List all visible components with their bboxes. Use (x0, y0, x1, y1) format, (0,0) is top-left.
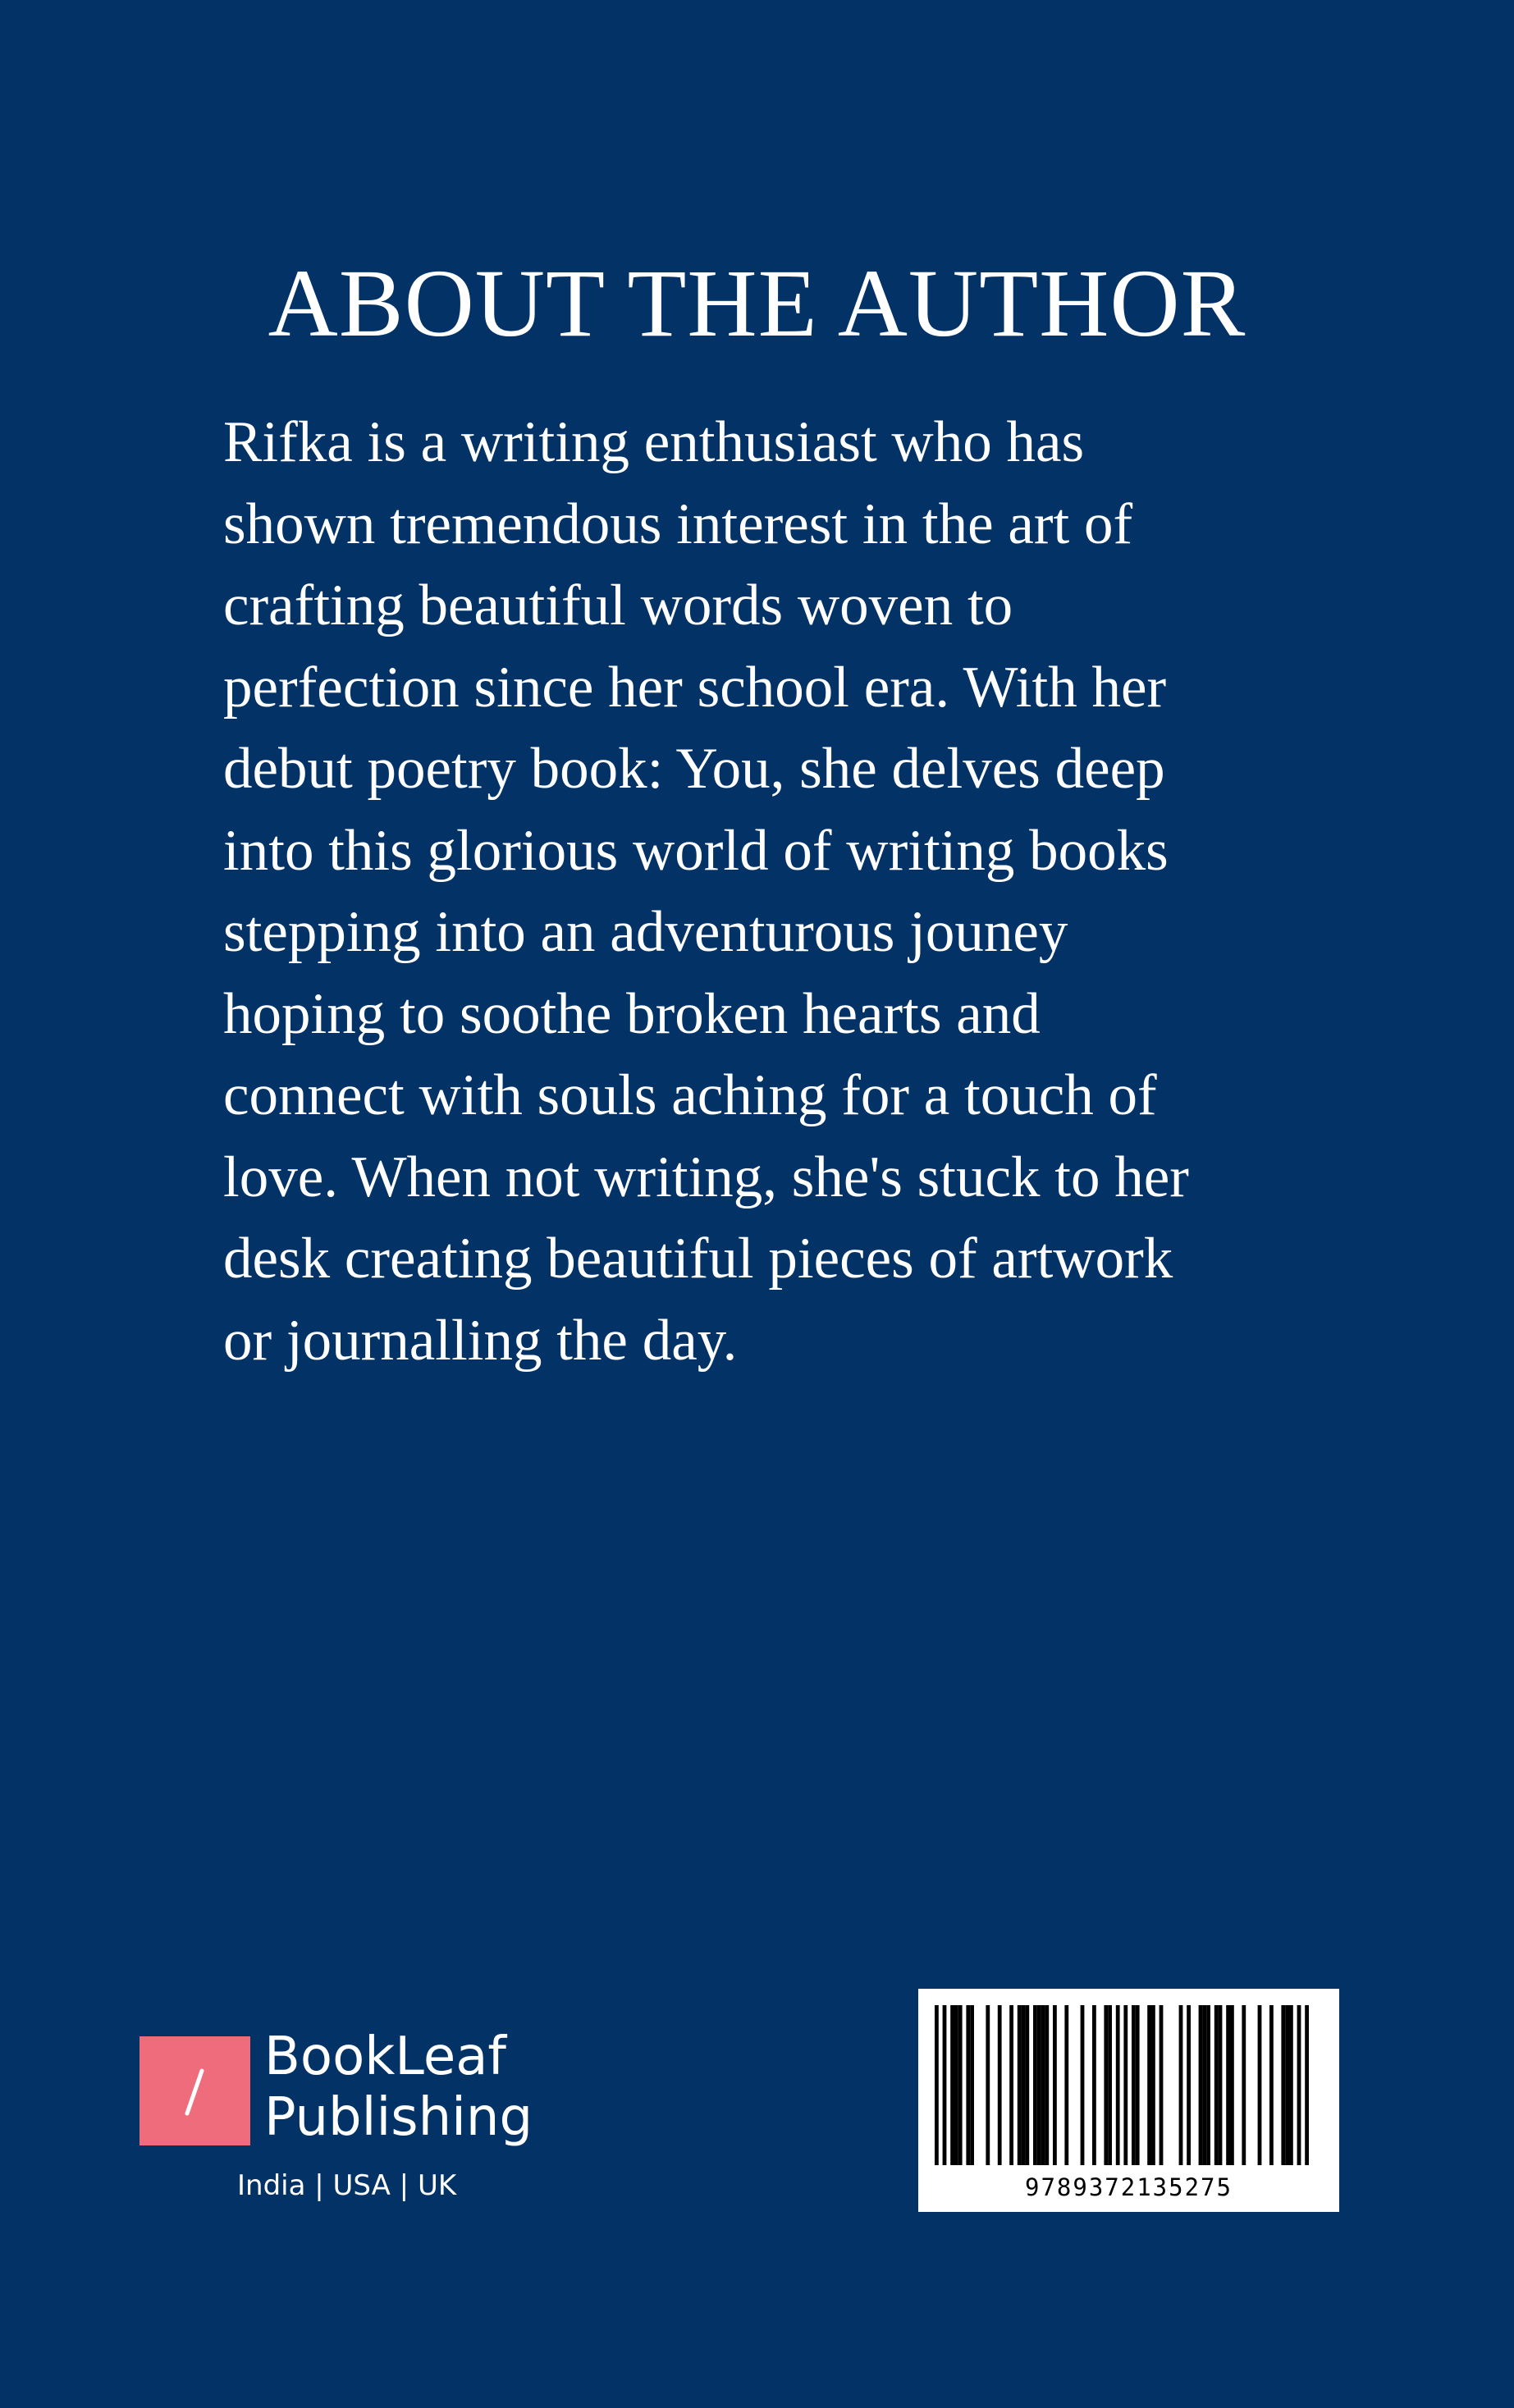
barcode-bar (1214, 2005, 1219, 2165)
barcode-bar (943, 2005, 947, 2165)
barcode-bar (1179, 2005, 1183, 2165)
barcode-bar (1187, 2005, 1191, 2165)
slash-icon (140, 2036, 250, 2145)
publisher-name-line1: BookLeaf (264, 2026, 506, 2087)
bio-line: desk creating beautiful pieces of artwork (223, 1227, 1173, 1291)
barcode-bar (1025, 2005, 1029, 2165)
barcode-bar (1081, 2005, 1085, 2165)
barcode-bar (1258, 2005, 1262, 2165)
bio-line: debut poetry book: You, she delves deep (223, 737, 1165, 801)
bio-line: stepping into an adventurous jouney (223, 900, 1068, 964)
barcode-bar (1285, 2005, 1289, 2165)
barcode-bar (1041, 2005, 1045, 2165)
barcode-bar (1136, 2005, 1140, 2165)
barcode-bar (966, 2005, 970, 2165)
barcode-bar (986, 2005, 990, 2165)
barcode-bar (1092, 2005, 1096, 2165)
barcode-bar (1018, 2005, 1022, 2165)
bio-line: perfection since her school era. With her (223, 655, 1167, 720)
barcode-bar (1053, 2005, 1057, 2165)
barcode-bar (1281, 2005, 1285, 2165)
barcode-bar (1022, 2005, 1026, 2165)
publisher-regions: India | USA | UK (237, 2169, 457, 2202)
about-author-heading: ABOUT THE AUTHOR (268, 249, 1246, 357)
barcode-bar (1202, 2005, 1206, 2165)
barcode-bar (1045, 2005, 1049, 2165)
bio-line: Rifka is a writing enthusiast who has (223, 410, 1085, 474)
barcode-bar (1219, 2005, 1223, 2165)
barcode-bar (1230, 2005, 1234, 2165)
bio-line: into this glorious world of writing books (223, 818, 1169, 883)
barcode-bar (1160, 2005, 1164, 2165)
bio-line: shown tremendous interest in the art of (223, 491, 1133, 556)
barcode-bar (998, 2005, 1002, 2165)
publisher-name (264, 2026, 533, 2148)
bio-line: hoping to soothe broken hearts and (223, 981, 1041, 1046)
barcode-bar (954, 2005, 958, 2165)
bio-line: connect with souls aching for a touch of (223, 1063, 1157, 1127)
barcode-bar (1147, 2005, 1151, 2165)
barcode-bar (1289, 2005, 1293, 2165)
barcode-bar (1242, 2005, 1246, 2165)
barcode-bar (1305, 2005, 1309, 2165)
barcode-bar (1151, 2005, 1155, 2165)
isbn-number: 9789372135275 (1025, 2173, 1233, 2201)
publisher-name-line2: Publishing (264, 2087, 533, 2148)
barcode-bar (1132, 2005, 1136, 2165)
barcode-bar (1108, 2005, 1112, 2165)
barcode-bar (970, 2005, 974, 2165)
barcode-bar (1064, 2005, 1068, 2165)
barcode-bar (1226, 2005, 1230, 2165)
barcode-bar (1009, 2005, 1013, 2165)
bio-line: crafting beautiful words woven to (223, 573, 1013, 637)
barcode-bar (1206, 2005, 1210, 2165)
author-bio (223, 402, 1372, 1382)
barcode-bar (1033, 2005, 1037, 2165)
barcode-bar (1037, 2005, 1041, 2165)
barcode-bar (1199, 2005, 1203, 2165)
isbn-barcode (918, 1989, 1339, 2212)
barcode-bar (958, 2005, 963, 2165)
barcode-bar (1123, 2005, 1127, 2165)
bio-line: or journalling the day. (223, 1308, 738, 1373)
barcode-bar (935, 2005, 939, 2165)
barcode-bar (1297, 2005, 1301, 2165)
publisher-logo (140, 2036, 250, 2145)
barcode-bar (1269, 2005, 1274, 2165)
bio-line: love. When not writing, she's stuck to her (223, 1145, 1189, 1209)
barcode-bar (950, 2005, 954, 2165)
barcode-bar (1104, 2005, 1108, 2165)
barcode-bar (1116, 2005, 1120, 2165)
